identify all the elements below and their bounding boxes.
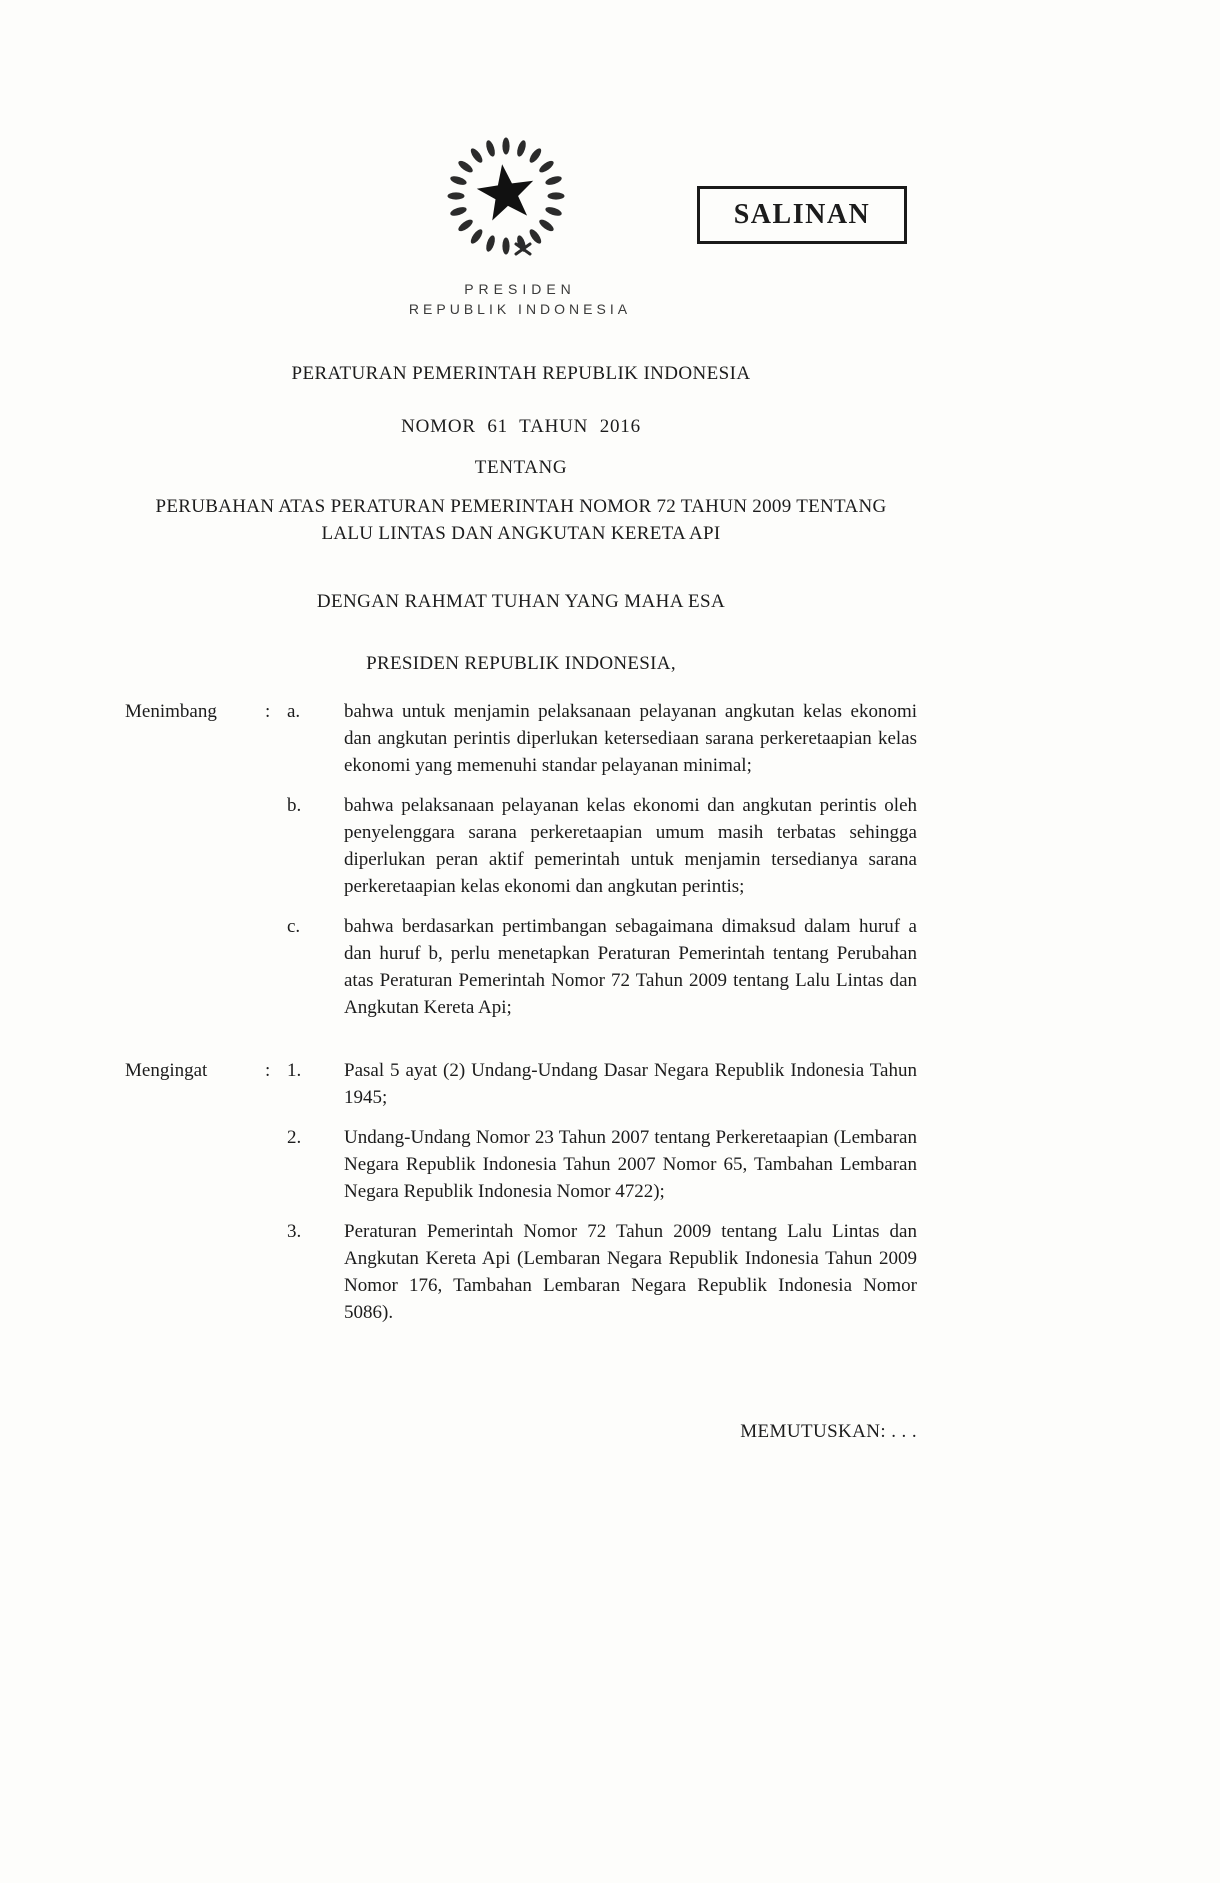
item-marker: c. (287, 916, 301, 937)
regulation-title: PERATURAN PEMERINTAH REPUBLIK INDONESIA (291, 363, 751, 384)
item-marker: 1. (287, 1060, 302, 1081)
document-body (125, 360, 917, 1445)
letterhead-line1: PRESIDEN (464, 281, 576, 297)
item-text: Pasal 5 ayat (2) Undang-Undang Dasar Negara Republik Indonesia Tahun 1945; (344, 1060, 917, 1108)
mengingat-colon: : (265, 1060, 271, 1081)
item-text: Undang-Undang Nomor 23 Tahun 2007 tentang Perkeretaapian (Lembaran Negara Republik Indonesia Tahun 2007 Nomor 65, Tambahan Lembaran Negara Republik Indonesia Nomor 4722); (344, 1127, 917, 1202)
regulation-tentang: TENTANG (474, 457, 568, 478)
item-text: Peraturan Pemerintah Nomor 72 Tahun 2009 tentang Lalu Lintas dan Angkutan Kereta Api (Lembaran Negara Republik Indonesia Tahun 2009 Nomor 176, Tambahan Lembaran Negara Republik Indonesia Nomor 5086). (344, 1221, 917, 1323)
garuda-star-emblem-graphic (440, 132, 572, 264)
mengingat-section (125, 1057, 917, 1326)
menimbang-colon: : (265, 701, 271, 722)
menimbang-section (125, 698, 917, 1021)
item-text: bahwa berdasarkan pertimbangan sebagaimana dimaksud dalam huruf a dan huruf b, perlu menetapkan Peraturan Pemerintah tentang Perubahan atas Peraturan Pemerintah Nomor 72 Tahun 2009 tentang Lalu Lintas dan Angkutan Kereta Api; (344, 916, 917, 1018)
salinan-stamp-label: SALINAN (733, 199, 871, 230)
letterhead-line2: REPUBLIK INDONESIA (408, 301, 632, 317)
menimbang-label: Menimbang (125, 701, 217, 722)
invocation-line: DENGAN RAHMAT TUHAN YANG MAHA ESA (316, 591, 726, 612)
item-marker: b. (287, 795, 302, 816)
letterhead (125, 281, 915, 317)
menimbang-item-b (125, 792, 917, 900)
menimbang-item-a (125, 698, 917, 779)
salinan-stamp (697, 186, 907, 244)
memutuskan-catchword: MEMUTUSKAN: . . . (740, 1421, 917, 1442)
star-icon (474, 160, 538, 222)
mengingat-item-1 (125, 1057, 917, 1111)
presidential-seal (440, 132, 572, 264)
authority-line: PRESIDEN REPUBLIK INDONESIA, (366, 653, 676, 674)
mengingat-label: Mengingat (125, 1060, 208, 1081)
item-marker: 3. (287, 1221, 302, 1242)
item-text: bahwa untuk menjamin pelaksanaan pelayanan angkutan kelas ekonomi dan angkutan perintis diperlukan ketersediaan sarana perkeretaapian kelas ekonomi yang memenuhi standar pelayanan minimal; (344, 701, 917, 776)
item-marker: a. (287, 701, 301, 722)
regulation-number: NOMOR 61 TAHUN 2016 (401, 416, 641, 437)
mengingat-item-2 (125, 1124, 917, 1205)
menimbang-item-c (125, 913, 917, 1021)
mengingat-item-3 (125, 1218, 917, 1326)
item-marker: 2. (287, 1127, 302, 1148)
regulation-subject: PERUBAHAN ATAS PERATURAN PEMERINTAH NOMOR 72 TAHUN 2009 TENTANG LALU LINTAS DAN ANGKUTAN KERETA API (155, 496, 887, 544)
item-text: bahwa pelaksanaan pelayanan kelas ekonomi dan angkutan perintis oleh penyelenggara sarana perkeretaapian umum masih terbatas sehingga diperlukan peran aktif pemerintah untuk menjamin tersedianya sarana perkeretaapian kelas ekonomi dan angkutan perintis; (344, 795, 917, 897)
